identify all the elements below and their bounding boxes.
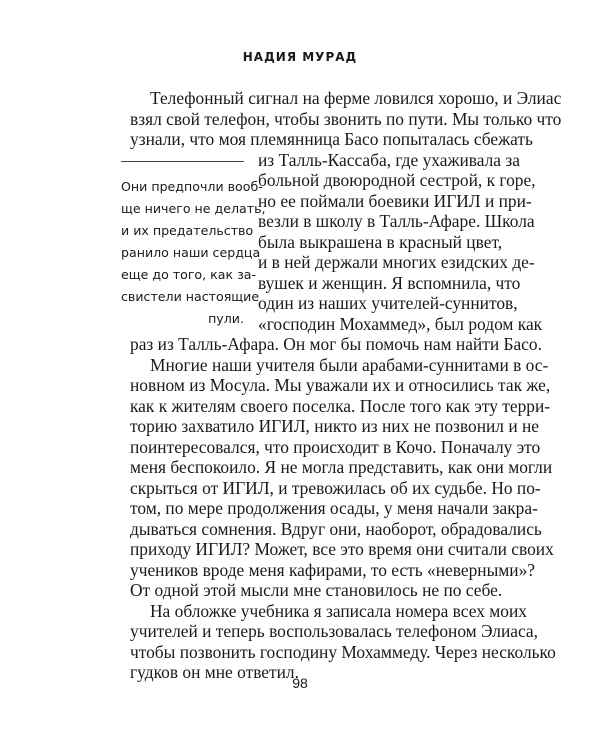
pull-quote-line: ранило наши сердца — [121, 245, 261, 260]
body-line: На обложке учебника я записала номера всех моих — [150, 601, 527, 621]
body-line: меня беспокоило. Я не могла представить, как они могли — [130, 457, 553, 477]
pull-quote-line: еще до того, как за- — [121, 267, 257, 282]
body-line: торию захватило ИГИЛ, никто из них не позвонил и не — [130, 416, 540, 436]
body-line: чтобы позвонить господину Мохаммеду. Через несколько — [130, 642, 556, 662]
body-line: Телефонный сигнал на ферме ловился хорошо, и Элиас — [150, 88, 562, 108]
pull-quote-line: ще ничего не делать, — [121, 201, 266, 216]
body-line: новном из Мосула. Мы уважали их и относились так же, — [130, 375, 551, 395]
body-line: дываться сомнения. Вдруг они, наоборот, обрадовались — [130, 519, 542, 539]
body-line: учителей и теперь воспользовалась телефоном Элиаса, — [130, 621, 538, 641]
body-line: От одной этой мысли мне становилось не по себе. — [130, 580, 503, 600]
running-header: НАДИЯ МУРАД — [242, 50, 358, 64]
body-line: больной двоюродной сестрой, к горе, — [258, 170, 536, 190]
body-line: поинтересовался, что происходит в Кочо. Поначалу это — [130, 437, 541, 457]
body-line: раз из Талль-Афара. Он мог бы помочь нам найти Басо. — [130, 334, 542, 354]
body-line: из Талль-Кассаба, где ухаживала за — [258, 150, 520, 170]
pull-quote-rule — [121, 161, 244, 162]
body-line: том, по мере продолжения осады, у меня начали закра- — [130, 498, 538, 518]
body-line: была выкрашена в красный цвет, — [258, 232, 503, 252]
body-line: приходу ИГИЛ? Может, все это время они считали своих — [130, 539, 554, 559]
pull-quote-line: пули. — [208, 311, 244, 326]
body-line: и в ней держали многих езидских де- — [258, 252, 535, 272]
body-line: взял свой телефон, чтобы звонить по пути. Мы только что — [130, 109, 562, 129]
body-line: узнали, что моя племянница Басо попыталась сбежать — [130, 129, 533, 149]
body-line: но ее поймали боевики ИГИЛ и при- — [258, 191, 532, 211]
pull-quote-line: свистели настоящие — [121, 289, 260, 304]
body-line: один из наших учителей-суннитов, — [258, 293, 518, 313]
body-line: везли в школу в Талль-Афаре. Школа — [258, 211, 535, 231]
body-line: «господин Мохаммед», был родом как — [258, 314, 543, 334]
body-line: как к жителям своего поселка. После того как эту терри- — [130, 396, 551, 416]
body-line: вушек и женщин. Я вспомнила, что — [258, 273, 521, 293]
body-line: учеников вроде меня кафирами, то есть «неверными»? — [130, 560, 536, 580]
page-number: 98 — [292, 675, 308, 691]
pull-quote-line: и их предательство — [121, 223, 254, 238]
pull-quote-line: Они предпочли вооб- — [121, 179, 263, 194]
body-line: Многие наши учителя были арабами-суннитами в ос- — [150, 355, 549, 375]
body-line: гудков он мне ответил. — [130, 662, 299, 682]
body-line: скрыться от ИГИЛ, и тревожилась об их судьбе. Но по- — [130, 478, 541, 498]
